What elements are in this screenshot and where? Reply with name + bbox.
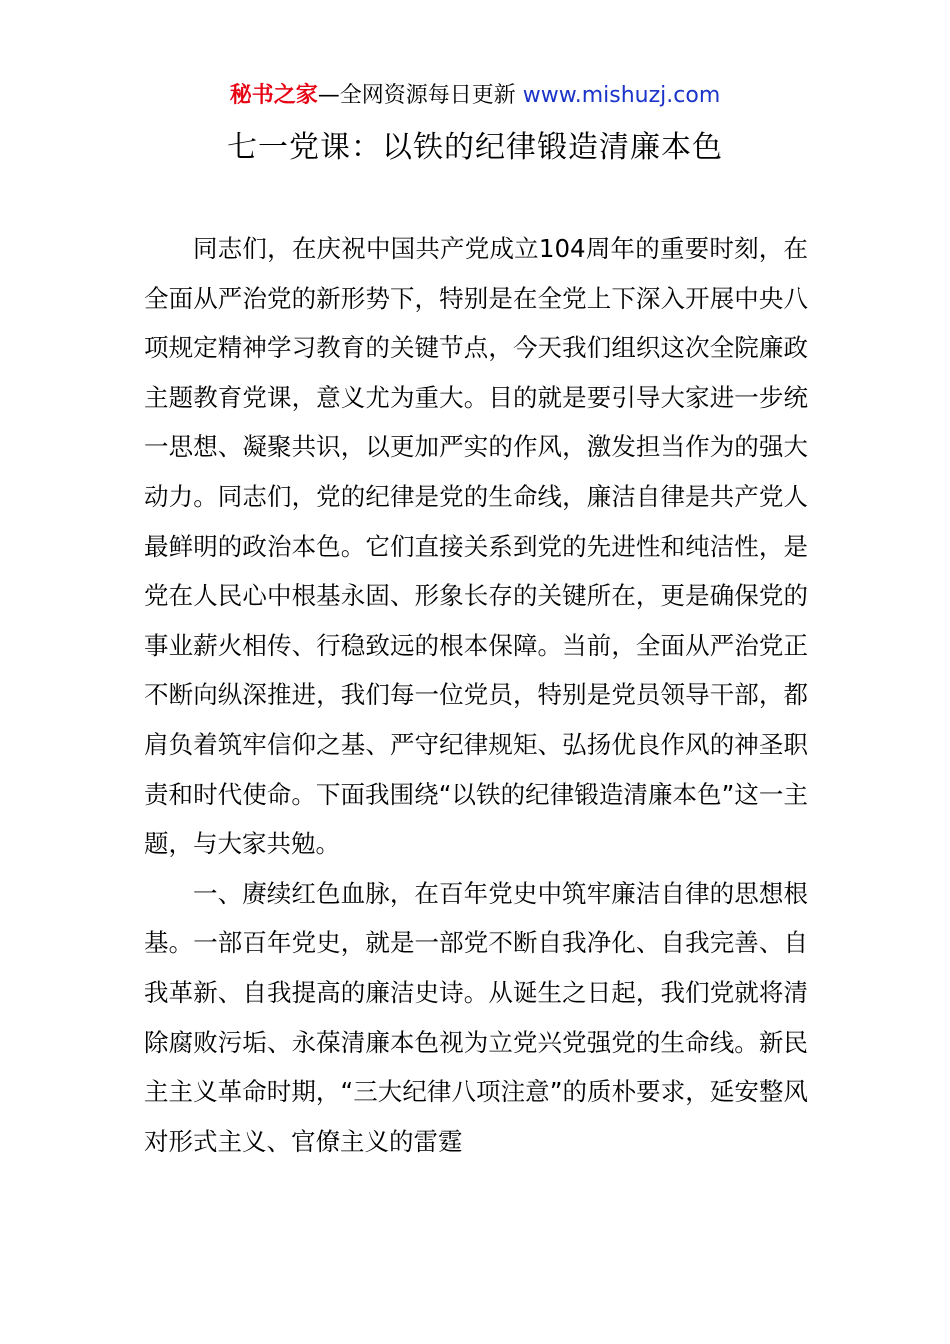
paragraph-section-one: 一、赓续红色血脉，在百年党史中筑牢廉洁自律的思想根基。一部百年党史，就是一部党不断自我净化、自我完善、自我革新、自我提高的廉洁史诗。从诞生之日起，我们党就将清除腐败污垢、永葆清廉本色视为立党兴党强党的生命线。新民主主义革命时期，“三大纪律八项注意”的质朴要求，延安整风对形式主义、官僚主义的雷霆 bbox=[144, 878, 808, 1156]
document-body bbox=[144, 224, 808, 1166]
brand-name: 秘书之家 bbox=[229, 83, 318, 108]
header-tagline: —全网资源每日更新 bbox=[317, 83, 523, 108]
site-url-link[interactable]: www.mishuzj.com bbox=[522, 83, 721, 108]
site-header bbox=[0, 80, 950, 112]
paragraph-intro: 同志们，在庆祝中国共产党成立104周年的重要时刻，在全面从严治党的新形势下，特别是在全党上下深入开展中央八项规定精神学习教育的关键节点，今天我们组织这次全院廉政主题教育党课，意义尤为重大。目的就是要引导大家进一步统一思想、凝聚共识，以更加严实的作风，激发担当作为的强大动力。同志们，党的纪律是党的生命线，廉洁自律是共产党人最鲜明的政治本色。它们直接关系到党的先进性和纯洁性，是党在人民心中根基永固、形象长存的关键所在，更是确保党的事业薪火相传、行稳致远的根本保障。当前，全面从严治党正不断向纵深推进，我们每一位党员，特别是党员领导干部，都肩负着筑牢信仰之基、严守纪律规矩、弘扬优良作风的神圣职责和时代使命。下面我围绕“以铁的纪律锻造清廉本色”这一主题，与大家共勉。 bbox=[144, 234, 808, 859]
document-title: 七一党课：以铁的纪律锻造清廉本色 bbox=[227, 130, 723, 165]
